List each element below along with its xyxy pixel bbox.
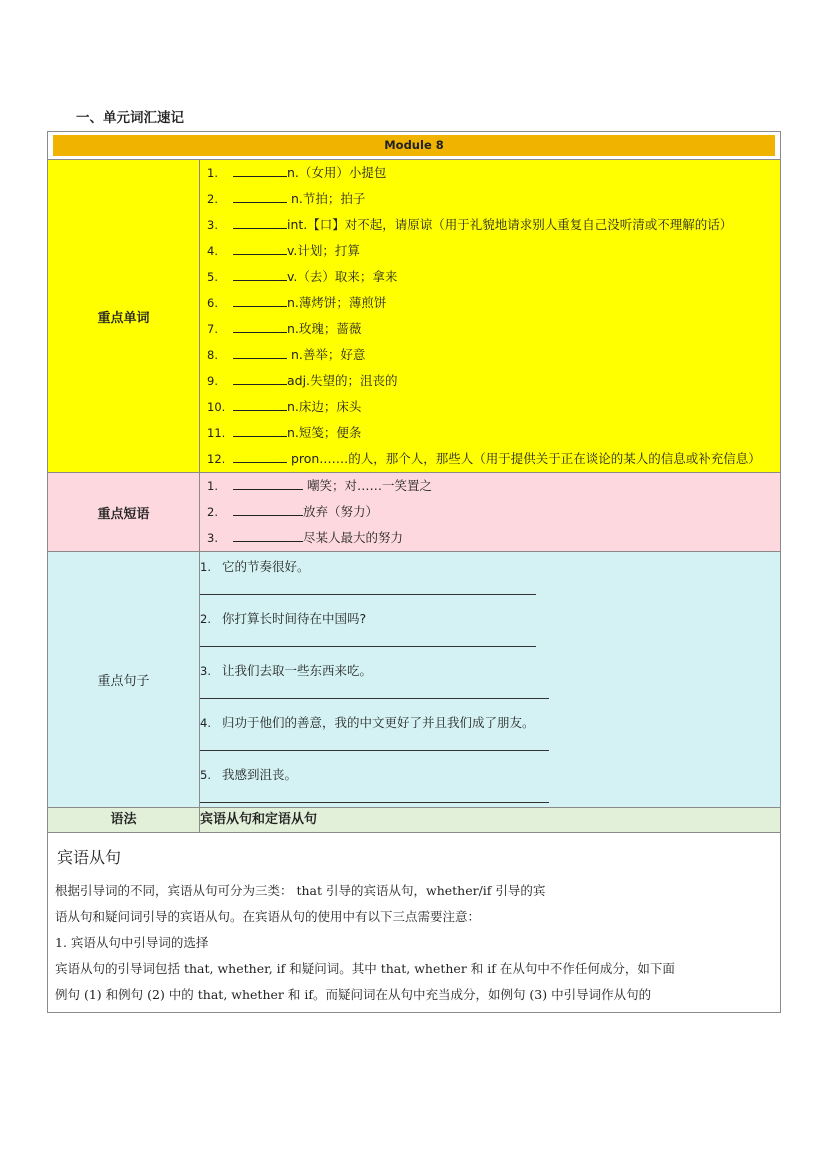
answer-blank[interactable] <box>233 267 287 281</box>
sentences-list <box>200 552 781 808</box>
word-item-7: 7. n.玫瑰；蔷薇 <box>207 321 362 336</box>
answer-line[interactable] <box>200 684 549 699</box>
module-title: Module 8 <box>53 135 775 156</box>
word-item-9: 9. adj.失望的；沮丧的 <box>207 373 398 388</box>
content-paragraph: 例句 (1) 和例句 (2) 中的 that, whether 和 if。而疑问词在从句中充当成分，如例句 (3) 中引导词作从句的 <box>55 987 652 1002</box>
content-heading: 宾语从句 <box>57 848 122 867</box>
phrase-item-2: 2. 放弃（努力） <box>207 504 378 519</box>
content-paragraph: 语从句和疑问词引导的宾语从句。在宾语从句的使用中有以下三点需要注意： <box>55 909 481 924</box>
words-label: 重点单词 <box>48 160 200 473</box>
phrases-label: 重点短语 <box>48 473 200 552</box>
answer-blank[interactable] <box>233 449 287 463</box>
word-item-1: 1. n.（女用）小提包 <box>207 165 387 180</box>
phrase-item-3: 3. 尽某人最大的努力 <box>207 530 403 545</box>
answer-blank[interactable] <box>233 189 287 203</box>
word-item-3: 3. int.【口】对不起，请原谅（用于礼貌地请求别人重复自己没听清或不理解的话） <box>207 217 733 232</box>
word-item-8: 8. n.善举；好意 <box>207 347 366 362</box>
sentence-item-1: 1. 它的节奏很好。 <box>200 552 780 595</box>
vocabulary-table <box>47 131 781 1013</box>
word-item-12: 12. pron.……的人，那个人，那些人（用于提供关于正在谈论的某人的信息或补充信息） <box>207 451 761 466</box>
word-item-2: 2. n.节拍；拍子 <box>207 191 366 206</box>
section-title: 一、单元词汇速记 <box>76 110 184 126</box>
answer-blank[interactable] <box>233 371 287 385</box>
content-paragraph: 宾语从句的引导词包括 that, whether, if 和疑问词。其中 that, whether 和 if 在从句中不作任何成分，如下面 <box>55 961 675 976</box>
word-item-6: 6. n.薄烤饼；薄煎饼 <box>207 295 387 310</box>
word-item-4: 4. v.计划；打算 <box>207 243 360 258</box>
sentence-item-5: 5. 我感到沮丧。 <box>200 760 780 803</box>
answer-blank[interactable] <box>233 215 287 229</box>
answer-blank[interactable] <box>233 345 287 359</box>
word-item-11: 11. n.短笺；便条 <box>207 425 362 440</box>
answer-blank[interactable] <box>233 241 287 255</box>
grammar-title: 宾语从句和定语从句 <box>200 808 781 833</box>
answer-blank[interactable] <box>233 502 303 516</box>
grammar-content <box>48 833 781 1013</box>
words-list <box>200 160 781 473</box>
content-paragraph: 1. 宾语从句中引导词的选择 <box>55 935 209 950</box>
phrase-item-1: 1. 嘲笑；对……一笑置之 <box>207 478 432 493</box>
word-item-5: 5. v.（去）取来；拿来 <box>207 269 398 284</box>
word-item-10: 10. n.床边；床头 <box>207 399 362 414</box>
answer-blank[interactable] <box>233 293 287 307</box>
answer-line[interactable] <box>200 580 536 595</box>
content-paragraph: 根据引导词的不同，宾语从句可分为三类： that 引导的宾语从句，whether/if 引导的宾 <box>55 883 546 898</box>
answer-line[interactable] <box>200 736 549 751</box>
answer-blank[interactable] <box>233 319 287 333</box>
answer-blank[interactable] <box>233 163 287 177</box>
phrases-list <box>200 473 781 552</box>
answer-line[interactable] <box>200 788 549 803</box>
sentence-item-4: 4. 归功于他们的善意，我的中文更好了并且我们成了朋友。 <box>200 708 780 751</box>
answer-blank[interactable] <box>233 528 303 542</box>
sentence-item-3: 3. 让我们去取一些东西来吃。 <box>200 656 780 699</box>
answer-line[interactable] <box>200 632 536 647</box>
grammar-label: 语法 <box>48 808 200 833</box>
module-header-cell <box>48 132 781 160</box>
sentence-item-2: 2. 你打算长时间待在中国吗? <box>200 604 780 647</box>
answer-blank[interactable] <box>233 423 287 437</box>
answer-blank[interactable] <box>233 397 287 411</box>
sentences-label: 重点句子 <box>48 552 200 808</box>
answer-blank[interactable] <box>233 476 303 490</box>
